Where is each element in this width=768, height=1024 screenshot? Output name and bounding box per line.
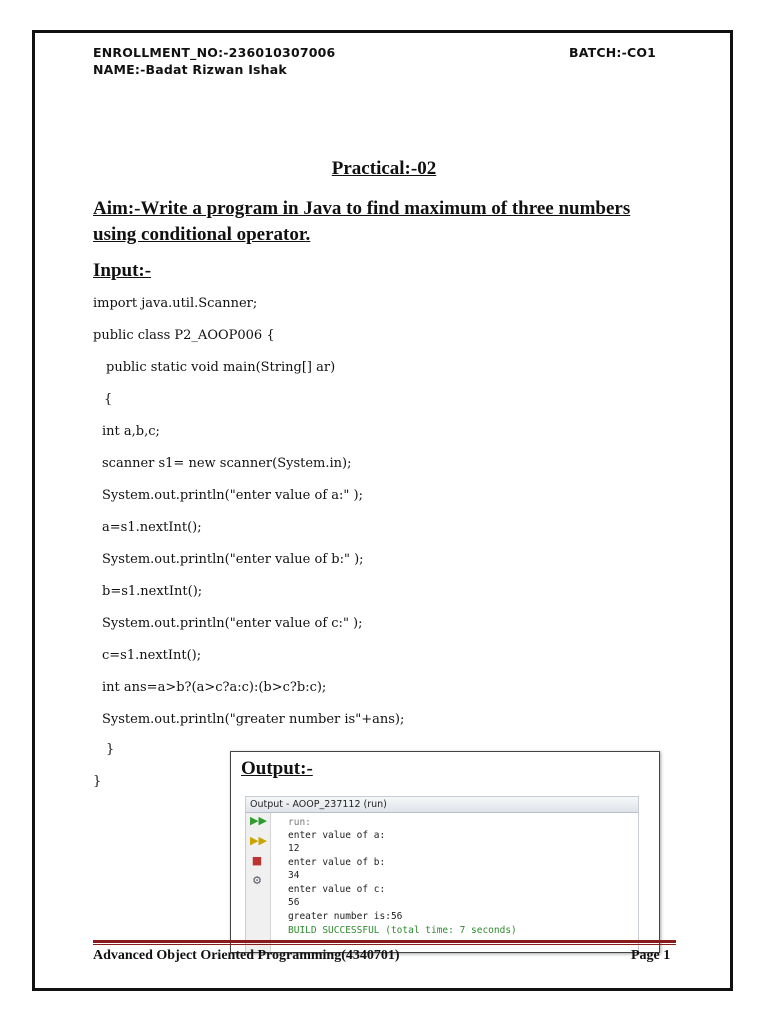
- console-line: run:: [288, 817, 311, 828]
- footer-course: Advanced Object Oriented Programming(4340701): [93, 948, 400, 963]
- footer-page-number: Page 1: [631, 948, 671, 963]
- code-line: }: [106, 742, 115, 757]
- enrollment-number: ENROLLMENT_NO:-236010307006: [93, 45, 336, 60]
- aim-text: Aim:-Write a program in Java to find maximum of three numbers using conditional operator.: [93, 198, 631, 245]
- footer-rule: [93, 940, 676, 943]
- practical-title: Practical:-02: [331, 158, 437, 179]
- code-line: System.out.println("enter value of b:" );: [102, 552, 364, 567]
- output-panel: [230, 751, 660, 953]
- code-line: System.out.println("greater number is"+ans);: [102, 712, 405, 727]
- console-title: Output - AOOP_237112 (run): [246, 797, 638, 813]
- code-line: System.out.println("enter value of a:" );: [102, 488, 363, 503]
- code-line: }: [93, 774, 102, 789]
- console-line: 34: [288, 870, 300, 881]
- rerun-icon[interactable]: ▶▶: [250, 814, 267, 827]
- console-window: [245, 796, 639, 953]
- input-heading: Input:-: [93, 260, 152, 281]
- rerun-with-params-icon[interactable]: ▶▶: [250, 834, 267, 847]
- code-line: a=s1.nextInt();: [102, 520, 202, 535]
- code-line: System.out.println("enter value of c:" );: [102, 616, 363, 631]
- settings-icon[interactable]: ⚙: [252, 874, 262, 887]
- console-line: 12: [288, 843, 300, 854]
- console-line: enter value of a:: [288, 830, 386, 841]
- output-heading: Output:-: [241, 758, 313, 779]
- code-line: int ans=a>b?(a>c?a:c):(b>c?b:c);: [102, 680, 327, 695]
- code-line: int a,b,c;: [102, 424, 160, 439]
- footer-rule-thin: [93, 944, 676, 945]
- stop-icon[interactable]: ■: [251, 854, 263, 867]
- code-line: public class P2_AOOP006 {: [93, 328, 275, 343]
- console-line: 56: [288, 897, 300, 908]
- code-line: b=s1.nextInt();: [102, 584, 203, 599]
- build-status-line: BUILD SUCCESSFUL (total time: 7 seconds): [288, 925, 517, 936]
- code-line: c=s1.nextInt();: [102, 648, 202, 663]
- console-line: greater number is:56: [288, 911, 403, 922]
- code-line: {: [104, 392, 113, 407]
- code-line: scanner s1= new scanner(System.in);: [102, 456, 352, 471]
- code-line: import java.util.Scanner;: [93, 296, 258, 311]
- batch: BATCH:-CO1: [569, 45, 657, 60]
- console-line: enter value of b:: [288, 857, 386, 868]
- console-gutter: [246, 813, 271, 953]
- student-name: NAME:-Badat Rizwan Ishak: [93, 62, 287, 77]
- code-line: public static void main(String[] ar): [106, 360, 336, 375]
- console-line: enter value of c:: [288, 884, 386, 895]
